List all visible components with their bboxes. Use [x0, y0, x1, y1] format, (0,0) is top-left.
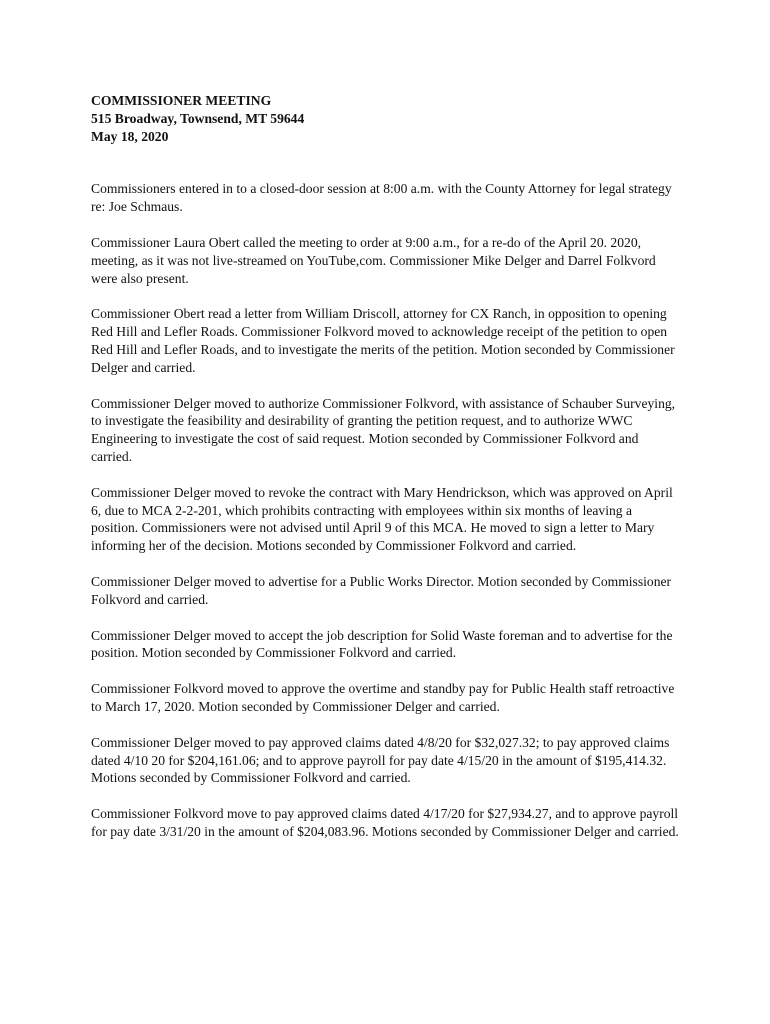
minutes-paragraph: Commissioner Laura Obert called the meeting to order at 9:00 a.m., for a re-do of the April 20. 2020, meeting, as it was not live-streamed on YouTube,com. Commissioner Mike Delger and Darrel Folkvord were also present. — [91, 234, 656, 286]
minutes-paragraph: Commissioner Obert read a letter from William Driscoll, attorney for CX Ranch, in opposition to opening Red Hill and Lefler Roads. Commissioner Folkvord moved to acknowledge receipt of the petition to open Red Hill and Lefler Roads, and to investigate the merits of the petition. Motion seconded by Commissioner Delger and carried. — [91, 306, 675, 375]
document-page — [91, 92, 681, 859]
minutes-paragraph: Commissioner Folkvord move to pay approved claims dated 4/17/20 for $27,934.27, and to approve payroll for pay date 3/31/20 in the amount of $204,083.96. Motions seconded by Commissioner Delger and carried. — [91, 806, 679, 839]
meeting-date: May 18, 2020 — [91, 128, 169, 144]
minutes-paragraph: Commissioner Folkvord moved to approve the overtime and standby pay for Public Health staff retroactive to March 17, 2020. Motion seconded by Commissioner Delger and carried. — [91, 681, 675, 714]
minutes-paragraph: Commissioner Delger moved to advertise for a Public Works Director. Motion seconded by Commissioner Folkvord and carried. — [91, 573, 672, 607]
meeting-title: COMMISSIONER MEETING — [91, 93, 272, 108]
minutes-paragraph: Commissioner Delger moved to authorize Commissioner Folkvord, with assistance of Schauber Surveying, to investigate the feasibility and desirability of granting the petition request, and to authorize WWC Engineering to investigate the cost of said request. Motion seconded by Commissioner Folkvord and carried. — [91, 395, 676, 464]
meeting-header — [91, 92, 681, 145]
minutes-paragraph: Commissioner Delger moved to pay approved claims dated 4/8/20 for $32,027.32; to pay approved claims dated 4/10 20 for $204,161.06; and to approve payroll for pay date 4/15/20 in the amount of $195,414.32. Motions seconded by Commissioner Folkvord and carried. — [91, 734, 670, 786]
minutes-paragraph: Commissioners entered in to a closed-door session at 8:00 a.m. with the County Attorney for legal strategy re: Joe Schmaus. — [91, 181, 672, 215]
minutes-paragraph: Commissioner Delger moved to accept the job description for Solid Waste foreman and to advertise for the position. Motion seconded by Commissioner Folkvord and carried. — [91, 627, 673, 661]
meeting-address: 515 Broadway, Townsend, MT 59644 — [91, 110, 305, 126]
minutes-paragraph: Commissioner Delger moved to revoke the contract with Mary Hendrickson, which was approved on April 6, due to MCA 2-2-201, which prohibits contracting with employees within six months of leaving a position. Commissioners were not advised until April 9 of this MCA. He moved to sign a letter to Mary informing her of the decision. Motions seconded by Commissioner Folkvord and carried. — [91, 484, 673, 554]
